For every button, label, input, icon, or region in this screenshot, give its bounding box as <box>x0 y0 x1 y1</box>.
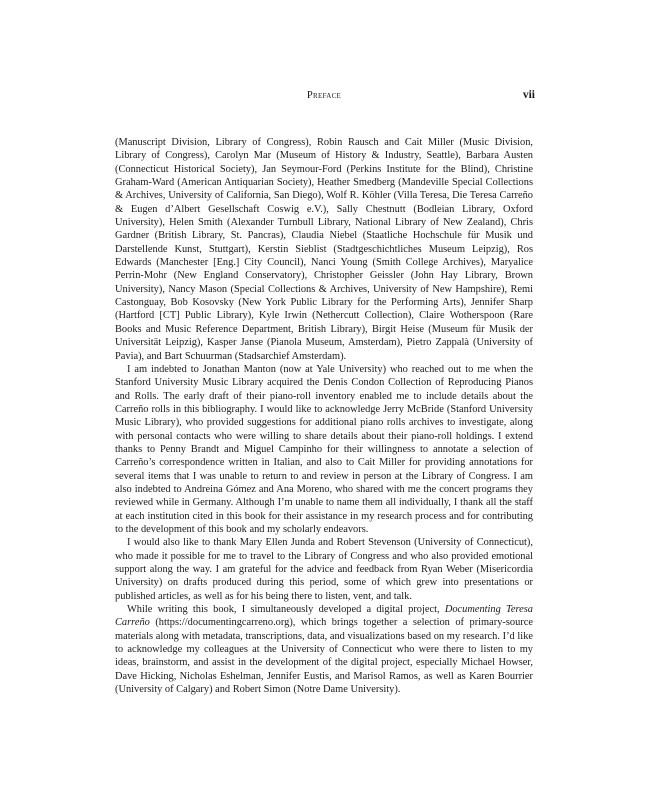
paragraph-4 <box>115 603 533 696</box>
running-title: Preface <box>306 90 342 101</box>
paragraph-1: (Manuscript Division, Library of Congress), Robin Rausch and Cait Miller (Music Division, Library of Congress), Carolyn Mar (Museum of History & Industry, Seattle), Barbara Austen (Connecticut Historical Society), Jan Seymour-Ford (Perkins Institute for the Blind), Christine Graham-Ward (American Antiquarian Society), Heather Smedberg (Mandeville Special Collections & Archives, University of California, San Diego), Wolf R. Köhler (Villa Teresa, Die Teresa Carreño & Eugen d’Albert Gesellschaft Coswig e.V.), Sally Chestnutt (Bodleian Library, Oxford University), Helen Smith (Alexander Turnbull Library, National Library of New Zealand), Chris Gardner (British Library, St. Pancras), Claudia Niebel (Staatliche Hochschule für Musik und Darstellende Kunst, Stuttgart), Kerstin Sieblist (Stadtgeschichtliches Museum Leipzig), Ros Edwards (Manchester [Eng.] City Council), Nanci Young (Smith College Archives), Maryalice Perrin-Mohr (New England Conservatory), Christopher Geissler (John Hay Library, Brown University), Nancy Mason (Special Collections & Archives, University of New Hampshire), Remi Castonguay, Bob Kosovsky (New York Public Library for the Performing Arts), Jennifer Sharp (Hartford [CT] Public Library), Kyle Irwin (Nethercutt Collection), Claire Wotherspoon (Rare Books and Music Reference Department, British Library), Birgit Heise (Museum für Musik der Universität Leipzig), Kasper Janse (Pianola Museum, Amsterdam), Pietro Zappalà (University of Pavia), and Bart Schuurman (Stadsarchief Amsterdam). <box>115 137 533 362</box>
paragraph-4-lead: While writing this book, I simultaneously developed a digital project, <box>127 604 445 616</box>
book-page <box>115 88 533 696</box>
page-number: vii <box>522 89 535 101</box>
running-head <box>115 88 533 104</box>
paragraph-4-rest: (https://documentingcarreno.org), which brings together a selection of primary-source materials along with metadata, transcriptions, data, and visualizations based on my research. I’d like to acknowledge my colleagues at the University of Connecticut who were there to listen to my ideas, brainstorm, and assist in the development of the digital project, especially Michael Howser, Dave Hicking, Nicholas Eshelman, Jennifer Eustis, and Marisol Ramos, as well as Karen Bourrier (University of Calgary) and Robert Simon (Notre Dame University). <box>115 617 533 696</box>
paragraph-3: I would also like to thank Mary Ellen Junda and Robert Stevenson (University of Connecticut), who made it possible for me to travel to the Library of Congress and who also provided emotional support along the way. I am grateful for the advice and feedback from Ryan Weber (Misericordia University) on drafts produced during this period, some of which grew into presentations or published articles, as well as for his being there to listen, vent, and talk. <box>115 537 533 602</box>
body-text <box>115 136 533 696</box>
paragraph-2: I am indebted to Jonathan Manton (now at Yale University) who reached out to me when the Stanford University Music Library acquired the Denis Condon Collection of Reproducing Pianos and Rolls. The early draft of their piano-roll inventory enabled me to include details about the Carreño rolls in this bibliography. I would like to acknowledge Jerry McBride (Stanford University Music Library), who provided suggestions for additional piano rolls archives to investigate, along with personal contacts who were willing to share details about their piano-roll holdings. I extend thanks to Penny Brandt and Miguel Campinho for their willingness to annotate a selection of Carreño’s correspondence written in Italian, and also to Cait Miller for providing annotations for several items that I was unable to return to and review in person at the Library of Congress. I am also indebted to Andreina Gómez and Ana Moreno, who shared with me the concert programs they reviewed while in Germany. Although I’m unable to name them all individually, I thank all the staff at each institution cited in this book for their assistance in my research process and for contributing to the development of this book and my scholarly endeavors. <box>115 363 533 535</box>
project-title: Documenting Teresa Carreño <box>115 604 533 629</box>
